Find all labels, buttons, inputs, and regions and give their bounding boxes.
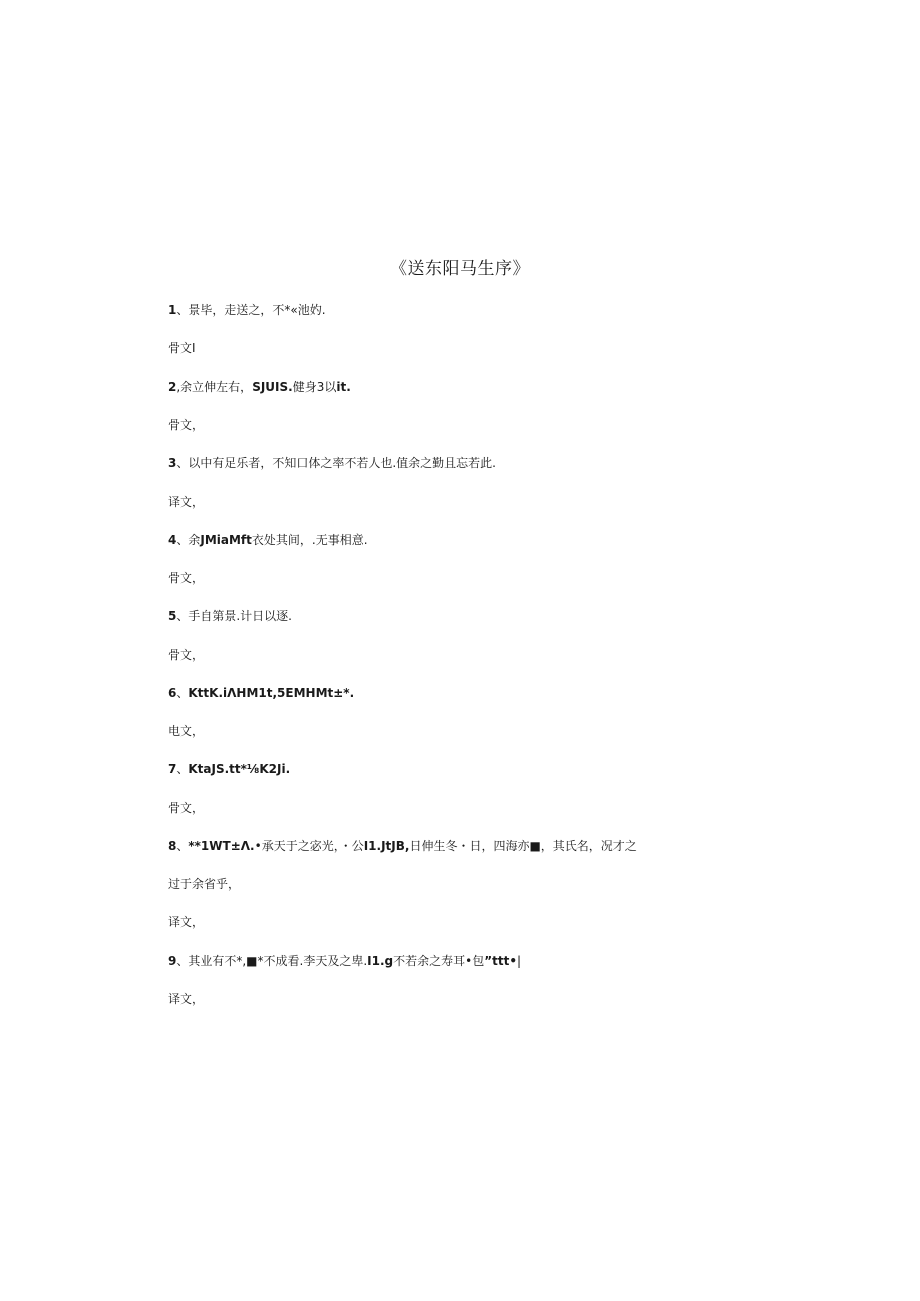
- question-text: ”ttt•: [484, 954, 517, 968]
- question-line: [168, 532, 368, 548]
- question-line: [168, 838, 637, 854]
- question-number: 6: [168, 686, 177, 700]
- question-text: 健身3以: [292, 380, 337, 394]
- question-text: |: [516, 954, 522, 968]
- translation-label: 骨文，: [168, 418, 205, 432]
- question-number: 9: [168, 954, 177, 968]
- question-number: 4: [168, 533, 177, 547]
- question-text: 、: [176, 839, 189, 853]
- question-number: 2: [168, 380, 177, 394]
- question-text: •承天于之宓光，・公: [254, 839, 364, 853]
- question-line: [168, 953, 521, 969]
- document-title: 《送东阳马生序》: [390, 259, 530, 279]
- question-line: [168, 608, 292, 624]
- question-text: 、: [176, 686, 189, 700]
- question-text: ,余立伸左右，: [176, 380, 253, 394]
- translation-label: 骨文，: [168, 801, 205, 815]
- question-text: 、景毕，走送之，不*«池妁.: [176, 303, 326, 317]
- translation-label: 电文，: [168, 724, 205, 738]
- question-text: 、手自第景.计日以逐.: [176, 609, 292, 623]
- question-text: 衣处其间，.无事相意.: [251, 533, 368, 547]
- translation-label: 译文，: [168, 992, 205, 1006]
- question-text: 日伸生冬・日，四海亦■，其氏名，况才之: [409, 839, 637, 853]
- question-line: [168, 302, 326, 318]
- translation-label: 过于余省乎，: [168, 877, 241, 891]
- question-text: 、其业有不*,■*不成看.李天及之卑.: [176, 954, 368, 968]
- translation-label: 骨文，: [168, 571, 205, 585]
- translation-label: 译文，: [168, 915, 205, 929]
- question-text: 、: [176, 762, 189, 776]
- question-line: [168, 761, 290, 777]
- translation-label: 骨文I: [168, 341, 196, 355]
- question-text: KttK.iΛHM1t,5EMHMt±*.: [188, 686, 355, 700]
- question-text: it.: [336, 380, 351, 394]
- question-text: JMiaMft: [200, 533, 252, 547]
- question-text: KtaJS.tt*⅛K2Ji.: [188, 762, 291, 776]
- question-line: [168, 685, 354, 701]
- question-number: 3: [168, 456, 177, 470]
- translation-label: 骨文，: [168, 648, 205, 662]
- question-number: 7: [168, 762, 177, 776]
- question-text: SJUIS.: [252, 380, 293, 394]
- question-text: **1WT±Λ.: [188, 839, 255, 853]
- question-text: 、以中有足乐者，不知口体之率不若人也.值余之勤且忘若此.: [176, 456, 496, 470]
- question-text: I1.JtJB,: [363, 839, 410, 853]
- question-text: 不若余之寿耳•包: [393, 954, 485, 968]
- question-line: [168, 455, 496, 471]
- question-number: 5: [168, 609, 177, 623]
- question-number: 8: [168, 839, 177, 853]
- question-text: I1.g: [367, 954, 394, 968]
- question-text: 、余: [176, 533, 201, 547]
- translation-label: 译文，: [168, 495, 205, 509]
- question-line: [168, 379, 351, 395]
- question-number: 1: [168, 303, 177, 317]
